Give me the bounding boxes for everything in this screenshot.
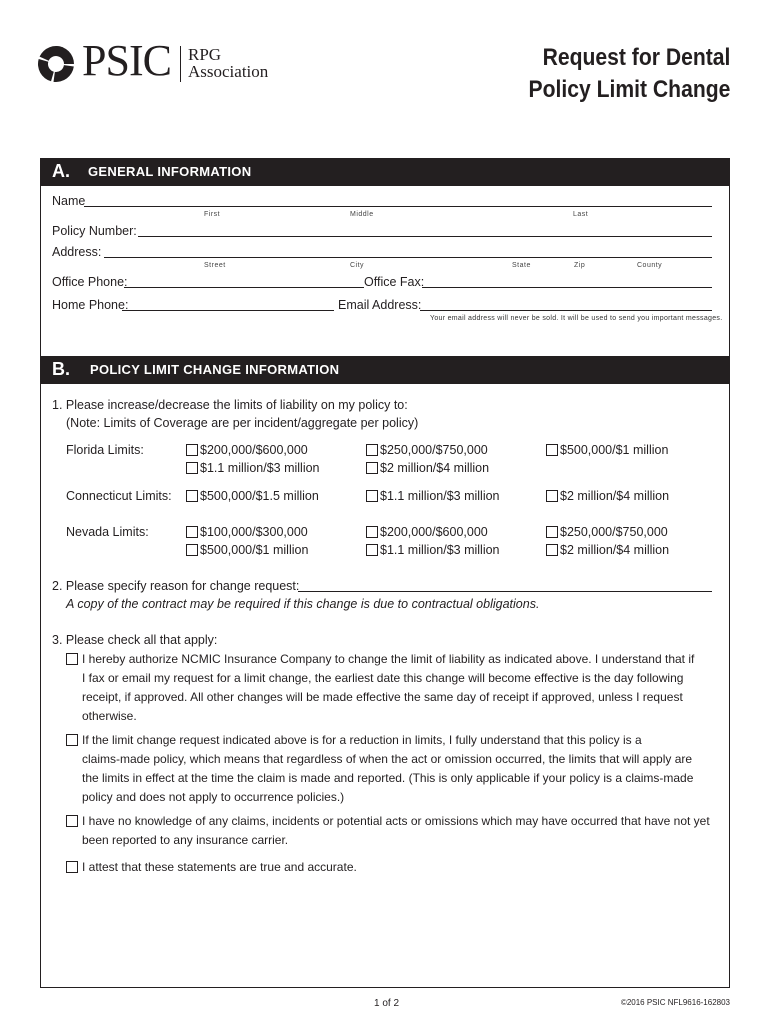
nevada-option-3[interactable] <box>366 525 488 539</box>
statement-1-line: I hereby authorize NCMIC Insurance Company to change the limit of liability as indicated above. I understand that if <box>82 652 695 666</box>
option-label: $500,000/$1 million <box>560 443 669 457</box>
statement-2-checkbox[interactable] <box>66 734 78 746</box>
section-a-letter: A. <box>52 161 70 181</box>
logo-divider <box>180 46 181 82</box>
option-label: $500,000/$1 million <box>200 543 309 557</box>
logo-text: PSIC <box>82 36 171 85</box>
page-number: 1 of 2 <box>374 998 400 1009</box>
option-label: $500,000/$1.5 million <box>200 489 319 503</box>
nevada-limits-label: Nevada Limits: <box>66 525 149 539</box>
checkbox[interactable] <box>366 444 378 456</box>
q1-note: (Note: Limits of Coverage are per incident/aggregate per policy) <box>66 416 419 430</box>
title-line2: Policy Limit Change <box>528 76 730 103</box>
florida-option-4[interactable] <box>366 461 489 475</box>
option-label: $250,000/$750,000 <box>560 525 668 539</box>
florida-option-3[interactable] <box>366 443 488 457</box>
section-b-letter: B. <box>52 359 70 379</box>
office-phone-label: Office Phone: <box>52 275 128 289</box>
statement-4-line: I attest that these statements are true and accurate. <box>82 860 357 874</box>
address-label: Address: <box>52 245 102 259</box>
q1-text: 1. Please increase/decrease the limits of liability on my policy to: <box>52 398 408 412</box>
statement-1-checkbox[interactable] <box>66 653 78 665</box>
option-label: $1.1 million/$3 million <box>380 543 500 557</box>
office-fax-label: Office Fax: <box>364 275 425 289</box>
florida-option-1[interactable] <box>186 443 308 457</box>
florida-option-2[interactable] <box>186 461 320 475</box>
address-street-caption: Street <box>204 262 226 269</box>
checkbox[interactable] <box>546 544 558 556</box>
logo-sub-line1: RPG <box>188 45 222 64</box>
address-state-caption: State <box>512 262 531 269</box>
page-title <box>528 42 730 106</box>
option-label: $2 million/$4 million <box>560 543 670 557</box>
statement-1-line: otherwise. <box>82 709 137 723</box>
florida-limits-label: Florida Limits: <box>66 443 144 457</box>
nevada-option-5[interactable] <box>546 525 668 539</box>
option-label: $200,000/$600,000 <box>200 443 308 457</box>
psic-logo-icon <box>36 44 76 84</box>
policy-number-label: Policy Number: <box>52 224 137 238</box>
connecticut-option-2[interactable] <box>366 489 500 503</box>
email-note: Your email address will never be sold. It will be used to send you important messages. <box>430 315 723 322</box>
nevada-option-6[interactable] <box>546 543 669 557</box>
statement-1-line: receipt, if approved. All other changes will be made effective the same day of receipt if approved, unless I request <box>82 690 683 704</box>
connecticut-limits-label: Connecticut Limits: <box>66 489 172 503</box>
email-label: Email Address: <box>338 298 422 312</box>
section-b-header <box>40 356 730 384</box>
checkbox[interactable] <box>186 444 198 456</box>
statement-2-line: policy and does not apply to occurrence policies.) <box>82 790 345 804</box>
statement-2 <box>82 731 722 807</box>
statement-4 <box>82 858 722 877</box>
address-input[interactable] <box>104 257 712 258</box>
checkbox[interactable] <box>546 526 558 538</box>
statement-3-checkbox[interactable] <box>66 815 78 827</box>
option-label: $100,000/$300,000 <box>200 525 308 539</box>
policy-number-input[interactable] <box>138 236 712 237</box>
statement-2-line: claims-made policy, which means that regardless of when the act or omission occurred, the limits that will apply are <box>82 752 693 766</box>
statement-2-line: the limits in effect at the time the claim is made and reported. (This is only applicable if your policy is a claims-made <box>82 771 694 785</box>
statement-1 <box>82 650 722 726</box>
q2-note: A copy of the contract may be required if this change is due to contractual obligations. <box>66 597 540 611</box>
checkbox[interactable] <box>546 490 558 502</box>
checkbox[interactable] <box>186 462 198 474</box>
q3-label: 3. Please check all that apply: <box>52 633 218 647</box>
name-last-caption: Last <box>573 211 589 218</box>
checkbox[interactable] <box>366 544 378 556</box>
connecticut-option-3[interactable] <box>546 489 669 503</box>
florida-option-5[interactable] <box>546 443 668 457</box>
checkbox[interactable] <box>366 462 378 474</box>
statement-3-line: I have no knowledge of any claims, incidents or potential acts or omissions which may have occurred that have not yet <box>82 814 710 828</box>
section-b-title: POLICY LIMIT CHANGE INFORMATION <box>90 362 340 377</box>
address-county-caption: County <box>637 262 663 269</box>
option-label: $2 million/$4 million <box>560 489 670 503</box>
statement-2-line: If the limit change request indicated above is for a reduction in limits, I fully understand that this policy is a <box>82 733 642 747</box>
home-phone-label: Home Phone: <box>52 298 129 312</box>
nevada-option-2[interactable] <box>186 543 308 557</box>
statement-4-checkbox[interactable] <box>66 861 78 873</box>
reason-input[interactable] <box>298 591 712 592</box>
section-a-header <box>40 158 730 186</box>
option-label: $250,000/$750,000 <box>380 443 488 457</box>
office-phone-input[interactable] <box>124 287 364 288</box>
option-label: $2 million/$4 million <box>380 461 490 475</box>
q2-label: 2. Please specify reason for change request: <box>52 579 300 593</box>
form-code: ©2016 PSIC NFL9616-162803 <box>620 998 730 1007</box>
option-label: $1.1 million/$3 million <box>380 489 500 503</box>
option-label: $200,000/$600,000 <box>380 525 488 539</box>
checkbox[interactable] <box>366 526 378 538</box>
name-input[interactable] <box>84 206 712 207</box>
option-label: $1.1 million/$3 million <box>200 461 320 475</box>
statement-3-line: been reported to any insurance carrier. <box>82 833 289 847</box>
nevada-option-1[interactable] <box>186 525 308 539</box>
connecticut-option-1[interactable] <box>186 489 319 503</box>
section-a-title: GENERAL INFORMATION <box>88 164 252 179</box>
title-line1: Request for Dental <box>542 44 730 71</box>
name-first-caption: First <box>204 211 221 218</box>
statement-1-line: I fax or email my request for a limit change, the earliest date this change will become effective is the day following <box>82 671 684 685</box>
name-middle-caption: Middle <box>350 211 374 218</box>
office-fax-input[interactable] <box>422 287 712 288</box>
nevada-option-4[interactable] <box>366 543 500 557</box>
checkbox[interactable] <box>186 526 198 538</box>
checkbox[interactable] <box>546 444 558 456</box>
statement-3 <box>82 812 722 850</box>
address-zip-caption: Zip <box>574 262 586 269</box>
checkbox[interactable] <box>366 490 378 502</box>
email-input[interactable] <box>420 310 712 311</box>
checkbox[interactable] <box>186 544 198 556</box>
logo-sub-line2: Association <box>188 62 269 81</box>
address-city-caption: City <box>350 262 365 269</box>
logo-subtitle <box>188 46 268 80</box>
name-label: Name <box>52 194 86 208</box>
home-phone-input[interactable] <box>122 310 334 311</box>
checkbox[interactable] <box>186 490 198 502</box>
